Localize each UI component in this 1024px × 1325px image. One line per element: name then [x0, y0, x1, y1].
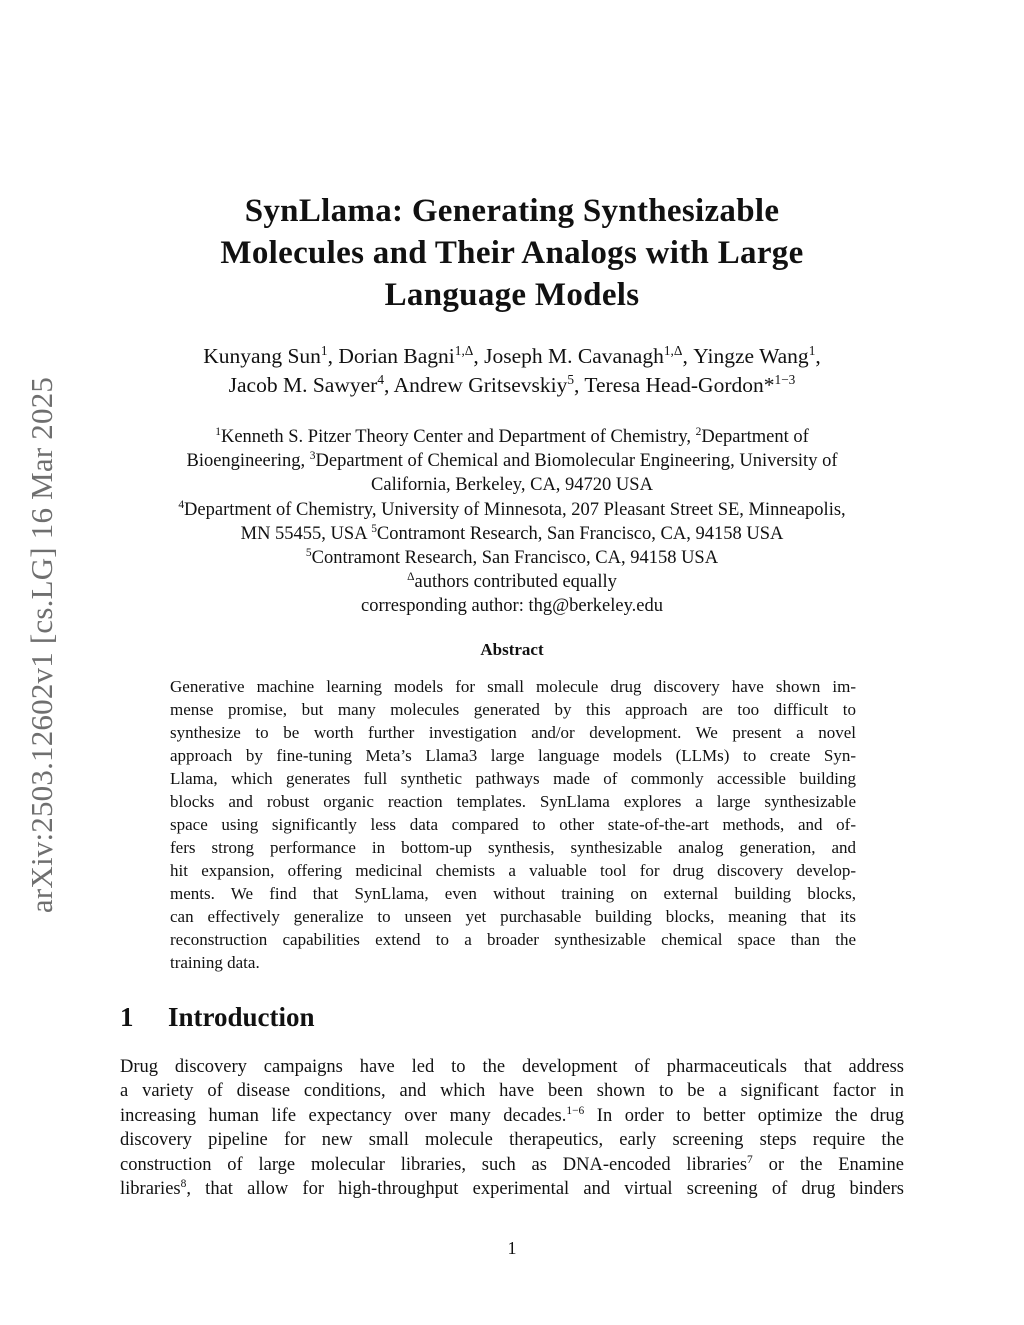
body-line: Drug discovery campaigns have led to the development of pharmaceuticals that address [120, 1057, 904, 1077]
introduction-body [120, 1055, 904, 1201]
author-affiliation-mark: 1 [808, 343, 816, 359]
abstract-text [170, 675, 856, 974]
abstract-line: space using significantly less data compared to other state-of-the-art methods, and of- [170, 815, 856, 834]
body-text: libraries [120, 1179, 181, 1200]
author-affiliation-mark: 1,Δ [454, 343, 474, 359]
affiliation-mark: 5 [305, 547, 312, 560]
affiliation-line [110, 498, 914, 522]
author-name: , Joseph M. Cavanagh [473, 344, 664, 368]
corresponding-author-note: corresponding author: thg@berkeley.edu [361, 596, 663, 617]
affiliation-mark: 1 [215, 426, 221, 439]
title-line: Language Models [384, 277, 640, 313]
body-line [120, 1104, 904, 1128]
abstract-line: Generative machine learning models for small molecule drug discovery have shown im- [170, 677, 856, 696]
author-name: Kunyang Sun [203, 344, 321, 368]
affiliation-mark: 5 [371, 522, 377, 535]
title-line: SynLlama: Generating Synthesizable [244, 193, 780, 229]
title-line: Molecules and Their Analogs with Large [220, 235, 804, 271]
abstract-line: blocks and robust organic reaction templates. SynLlama explores a large synthesizable [170, 792, 856, 811]
author-line [110, 371, 914, 400]
author-affiliation-mark: 1−3 [774, 372, 796, 388]
affiliation-mark: 3 [309, 450, 316, 463]
affiliation-text: authors contributed equally [414, 572, 617, 593]
affiliation-mark: 2 [695, 426, 702, 439]
page-number: 1 [507, 1238, 517, 1258]
affiliation-text: Contramont Research, San Francisco, CA, 94158 USA [376, 523, 784, 544]
affiliation-text: Bioengineering, [186, 451, 310, 472]
affiliation-mark: Δ [407, 571, 415, 584]
affiliation-text: Department of [701, 427, 809, 447]
abstract-line: training data. [170, 953, 260, 972]
section-heading-introduction [120, 1002, 315, 1033]
citation-mark: 7 [747, 1153, 753, 1166]
abstract-line: ments. We find that SynLlama, even without training on external building blocks, [170, 884, 856, 903]
body-text: construction of large molecular libraries, such as DNA-encoded libraries [120, 1154, 748, 1175]
affiliation-text: Contramont Research, San Francisco, CA, 94158 USA [311, 548, 719, 569]
abstract-line: mense promise, but many molecules generated by this approach are too difficult to [170, 700, 856, 719]
author-name: , Andrew Gritsevskiy [384, 373, 568, 397]
body-line [120, 1153, 904, 1177]
body-line: a variety of disease conditions, and which have been shown to be a significant factor in [120, 1081, 904, 1102]
arxiv-identifier-stamp: arXiv:2503.12602v1 [cs.LG] 16 Mar 2025 [24, 376, 59, 914]
equal-contribution-note [110, 570, 914, 594]
author-name: , Yingze Wang [682, 344, 809, 368]
section-title: Introduction [168, 1002, 315, 1032]
author-name: , Dorian Bagni [327, 344, 455, 368]
body-text: In order to better optimize the drug [584, 1105, 904, 1126]
abstract-line: fers strong performance in bottom-up synthesis, synthesizable analog generation, and [170, 838, 856, 857]
author-separator: , [815, 344, 821, 368]
affiliation-text: Department of Chemical and Biomolecular Engineering, University of [315, 451, 838, 472]
abstract-line: reconstruction capabilities extend to a broader synthesizable chemical space than the [170, 930, 856, 949]
author-name: Jacob M. Sawyer [228, 373, 378, 397]
affiliations [110, 425, 914, 619]
author-list [110, 342, 914, 400]
paper-title [130, 190, 894, 316]
author-name: , Teresa Head-Gordon* [574, 373, 775, 397]
body-text: , that allow for high-throughput experimental and virtual screening of drug binders [186, 1179, 904, 1200]
abstract-heading: Abstract [480, 640, 544, 659]
affiliation-line [110, 425, 914, 449]
abstract-line: synthesize to be worth further investigation and/or development. We present a novel [170, 723, 856, 742]
affiliation-text: Department of Chemistry, University of Minnesota, 207 Pleasant Street SE, Minneapolis, [184, 499, 846, 520]
body-line [120, 1177, 904, 1201]
affiliation-line [110, 522, 914, 546]
citation-mark: 1−6 [566, 1104, 585, 1117]
abstract-line: approach by fine-tuning Meta’s Llama3 large language models (LLMs) to create Syn- [170, 746, 856, 765]
body-text: increasing human life expectancy over many decades. [120, 1105, 567, 1126]
affiliation-line: California, Berkeley, CA, 94720 USA [371, 475, 653, 496]
author-affiliation-mark: 1 [320, 343, 328, 359]
citation-mark: 8 [180, 1178, 187, 1191]
affiliation-line [110, 546, 914, 570]
abstract-line: can effectively generalize to unseen yet purchasable building blocks, meaning that its [170, 907, 856, 926]
author-affiliation-mark: 5 [567, 372, 574, 388]
author-affiliation-mark: 4 [377, 372, 384, 388]
abstract-line: Llama, which generates full synthetic pathways made of commonly accessible building [170, 769, 856, 788]
affiliation-text: MN 55455, USA [240, 523, 372, 544]
body-text: or the Enamine [752, 1154, 904, 1175]
body-line: discovery pipeline for new small molecule therapeutics, early screening steps require the [120, 1130, 904, 1151]
affiliation-mark: 4 [178, 498, 185, 511]
abstract-line: hit expansion, offering medicinal chemists a valuable tool for drug discovery develop- [170, 861, 856, 880]
affiliation-text: Kenneth S. Pitzer Theory Center and Department of Chemistry, [220, 427, 696, 447]
author-affiliation-mark: 1,Δ [663, 343, 683, 359]
author-line [110, 342, 914, 371]
affiliation-line [110, 449, 914, 473]
section-number: 1 [120, 1002, 134, 1032]
